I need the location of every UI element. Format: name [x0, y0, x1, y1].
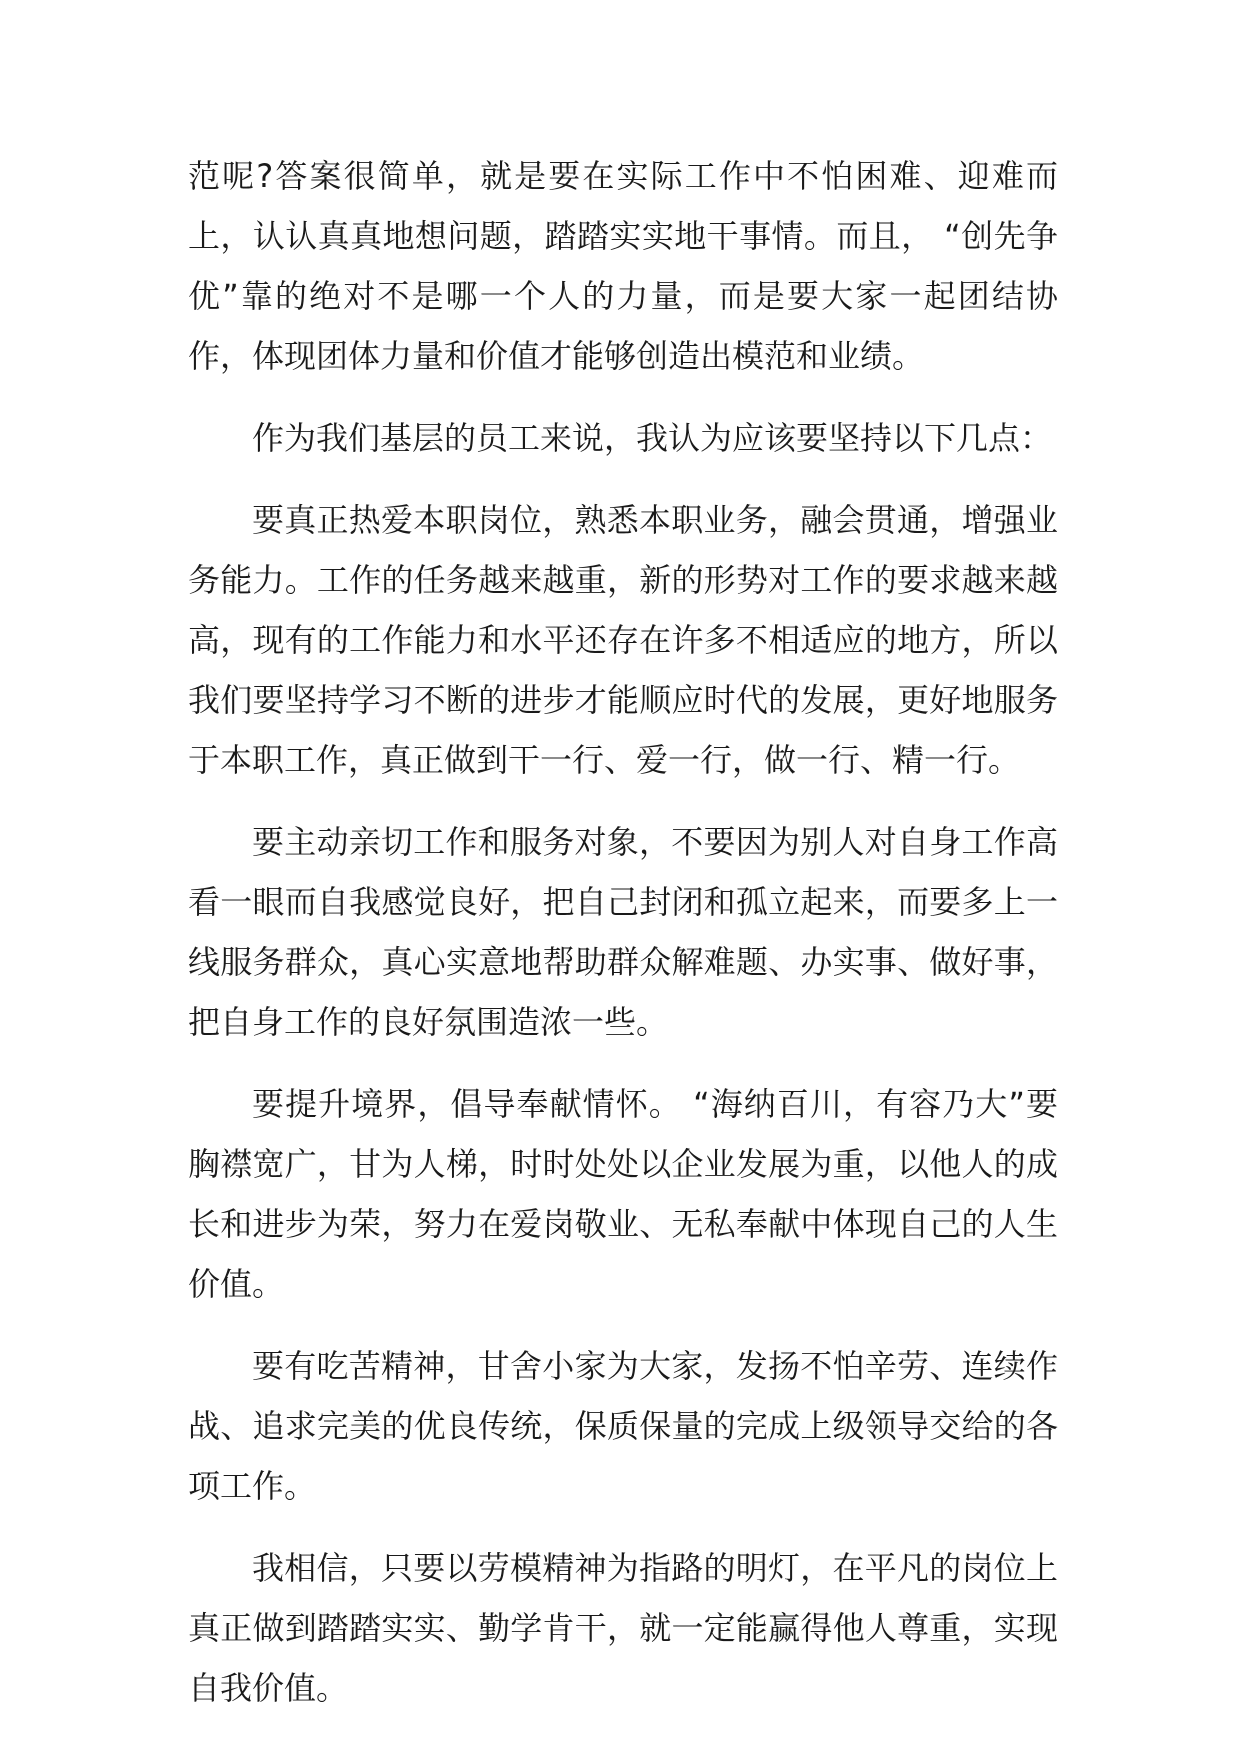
paragraph-point-dedication: 要提升境界，倡导奉献情怀。 “海纳百川，有容乃大”要胸襟宽广，甘为人梯，时时处处以企业发展为重，以他人的成长和进步为荣，努力在爱岗敬业、无私奉献中体现自己的人生价值。 [188, 1085, 1058, 1303]
paragraph-point-hardwork: 要有吃苦精神，甘舍小家为大家，发扬不怕辛劳、连续作战、追求完美的优良传统，保质保量的完成上级领导交给的各项工作。 [188, 1347, 1058, 1505]
paragraph-continued: 范呢?答案很简单，就是要在实际工作中不怕困难、迎难而上，认认真真地想问题，踏踏实实地干事情。而且， “创先争优”靠的绝对不是哪一个人的力量，而是要大家一起团结协作，体现团体力量和价值才能够创造出模范和业绩。 [188, 157, 1058, 375]
document-body [188, 146, 1058, 1740]
paragraph-point-love-job: 要真正热爱本职岗位，熟悉本职业务，融会贯通，增强业务能力。工作的任务越来越重，新的形势对工作的要求越来越高，现有的工作能力和水平还存在许多不相适应的地方，所以我们要坚持学习不断的进步才能顺应时代的发展，更好地服务于本职工作，真正做到干一行、爱一行，做一行、精一行。 [188, 501, 1058, 779]
paragraph-point-serve-people: 要主动亲切工作和服务对象，不要因为别人对自身工作高看一眼而自我感觉良好，把自己封闭和孤立起来，而要多上一线服务群众，真心实意地帮助群众解难题、办实事、做好事，把自身工作的良好氛围造浓一些。 [188, 823, 1058, 1041]
paragraph-intro-points: 作为我们基层的员工来说，我认为应该要坚持以下几点： [252, 419, 1053, 457]
paragraph-conclusion: 我相信，只要以劳模精神为指路的明灯，在平凡的岗位上真正做到踏踏实实、勤学肯干，就一定能赢得他人尊重，实现自我价值。 [188, 1549, 1058, 1707]
